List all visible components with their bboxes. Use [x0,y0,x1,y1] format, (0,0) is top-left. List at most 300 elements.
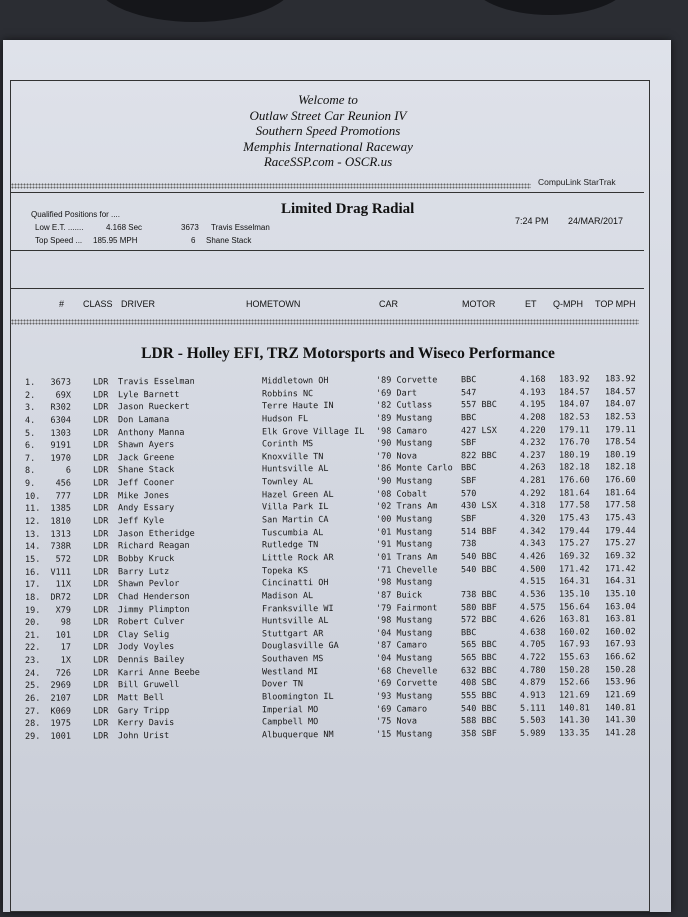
cell-class: LDR [92,554,109,565]
col-driver: DRIVER [121,299,156,309]
cell-driver-name: Dennis Bailey [117,654,185,666]
cell-car-model: '15 Mustang [375,729,433,740]
cell-position: 22. [24,643,41,654]
cell-car-number: 6 [65,466,72,477]
cell-car-model: '69 Dart [375,388,417,399]
header-line: Memphis International Raceway [243,138,413,154]
cell-hometown: Campbell MO [261,717,319,728]
cell-motor: 588 BBC [460,716,497,727]
cell-hometown: Rutledge TN [261,540,319,551]
cell-qualifying-mph: 183.92 [558,374,590,385]
cell-motor: SBF [460,514,477,525]
cell-car-model: '89 Corvette [375,375,438,386]
cell-elapsed-time: 4.232 [519,437,546,449]
cell-car-number: 69X [55,390,72,401]
cell-hometown: Madison AL [261,590,314,602]
cell-elapsed-time: 4.626 [519,614,546,626]
cell-car-model: '01 Trans Am [375,552,438,563]
dark-object-right [470,0,630,15]
cell-qualifying-mph: 160.02 [558,627,590,638]
print-time: 7:24 PM [515,216,549,226]
cell-qualifying-mph: 175.43 [558,513,590,524]
cell-hometown: Hudson FL [261,414,309,425]
cell-position: 29. [24,731,41,742]
cell-hometown: Westland MI [261,666,319,678]
cell-car-number: X79 [55,605,72,616]
cell-top-mph: 184.07 [604,399,636,410]
cell-top-mph: 141.28 [604,728,636,739]
cell-car-model: '69 Camaro [375,704,428,715]
cell-elapsed-time: 4.705 [519,640,546,651]
cell-car-model: '02 Trans Am [375,501,438,513]
cell-car-model: '82 Cutlass [375,400,433,412]
cell-car-number: 101 [55,630,72,641]
cell-qualifying-mph: 182.18 [558,462,590,474]
cell-motor: 632 BBC [460,665,497,676]
cell-class: LDR [92,465,109,476]
cell-car-model: '98 Camaro [375,425,428,437]
cell-position: 7. [24,453,36,464]
cell-elapsed-time: 4.168 [519,374,546,385]
cell-car-model: '87 Buick [375,590,423,601]
cell-class: LDR [92,415,109,426]
cell-top-mph: 121.69 [604,690,636,701]
cell-position: 25. [24,681,41,692]
cell-position: 14. [24,542,41,553]
cell-car-number: 1970 [50,453,72,464]
cell-class: LDR [92,389,109,401]
cell-elapsed-time: 4.342 [519,526,546,537]
cell-car-number: 726 [55,668,72,679]
col-num: # [59,299,65,309]
low-et-value: 4.168 Sec [106,223,143,232]
cell-position: 10. [24,491,41,502]
cell-position: 24. [24,668,41,679]
cell-motor: BBC [460,375,477,386]
cell-car-model: '04 Mustang [375,628,433,639]
cell-car-number: 1313 [50,529,72,540]
cell-car-model: '01 Mustang [375,527,433,538]
cell-car-number: 1810 [50,516,72,527]
cell-position: 11. [24,504,41,515]
cell-hometown: Douglasville GA [261,641,339,652]
cell-class: LDR [92,731,109,742]
cell-position: 27. [24,706,41,717]
cell-position: 28. [24,719,41,730]
cell-qualifying-mph: 133.35 [558,728,590,739]
cell-class: LDR [92,718,109,729]
cell-class: LDR [92,402,109,413]
cell-position: 2. [24,390,36,401]
cell-car-model: '00 Mustang [375,514,433,525]
cell-position: 15. [24,554,41,565]
col-topmph: TOP MPH [595,299,636,309]
cell-qualifying-mph: 163.81 [558,614,590,625]
cell-position: 23. [24,655,41,666]
cell-elapsed-time: 4.292 [519,488,546,499]
cell-motor: 822 BBC [460,450,497,462]
header-line: Outlaw Street Car Reunion IV [249,107,407,123]
cell-car-model: '98 Mustang [375,577,433,588]
cell-motor: 430 LSX [460,501,497,512]
cell-car-model: '86 Monte Carlo [375,463,453,475]
cell-qualifying-mph: 164.31 [558,576,590,587]
cell-class: LDR [92,592,109,603]
cell-car-number: 777 [55,491,72,502]
cell-position: 1. [24,377,36,388]
cell-class: LDR [92,427,109,439]
cell-driver-name: Andy Essary [117,503,175,514]
cell-position: 8. [24,466,36,477]
cell-car-number: 6304 [50,415,72,426]
cell-elapsed-time: 4.320 [519,513,546,524]
cell-car-model: '70 Nova [375,451,417,462]
cell-hometown: Bloomington IL [261,691,334,703]
header-line: Welcome to [298,92,358,107]
cell-elapsed-time: 4.879 [519,678,546,689]
cell-top-mph: 183.92 [604,374,636,385]
cell-motor: 570 [460,488,477,499]
cell-hometown: Huntsville AL [261,464,329,475]
cell-elapsed-time: 5.111 [519,703,546,714]
event-header [3,92,653,170]
cell-elapsed-time: 4.195 [519,399,546,411]
divider-line [11,250,644,251]
cell-elapsed-time: 4.722 [519,652,546,663]
cell-car-number: 3673 [50,377,72,388]
cell-top-mph: 175.27 [604,538,636,549]
cell-qualifying-mph: 121.69 [558,690,590,701]
qualified-label: Qualified Positions for .... [31,210,120,219]
cell-qualifying-mph: 156.64 [558,601,590,613]
cell-driver-name: Robert Culver [117,617,185,628]
cell-car-model: '87 Camaro [375,640,428,652]
cell-top-mph: 160.02 [604,626,636,638]
cell-class: LDR [92,579,109,590]
cell-car-number: 1303 [50,428,72,439]
cell-class: LDR [92,478,109,489]
cell-top-mph: 135.10 [604,589,636,600]
cell-hometown: Tuscumbia AL [261,527,324,539]
cell-motor: 358 SBF [460,728,497,740]
cell-hometown: Little Rock AR [261,552,334,564]
cell-driver-name: Karri Anne Beebe [117,667,200,679]
cell-top-mph: 171.42 [604,563,636,574]
cell-elapsed-time: 5.989 [519,728,546,739]
cell-top-mph: 184.57 [604,386,636,397]
cell-elapsed-time: 4.536 [519,589,546,600]
cell-position: 13. [24,529,41,540]
cell-elapsed-time: 4.281 [519,475,546,486]
cell-class: LDR [92,668,109,679]
cell-class: LDR [92,516,109,527]
cell-car-number: 2107 [50,693,72,704]
cell-top-mph: 167.93 [604,639,636,650]
cell-qualifying-mph: 181.64 [558,488,590,499]
cell-motor: 557 BBC [460,400,497,411]
cell-elapsed-time: 4.208 [519,412,546,423]
cell-position: 17. [24,580,41,591]
cell-motor: SBF [460,438,477,449]
cell-motor: 738 [460,539,477,550]
dotted-divider [11,183,531,189]
cell-elapsed-time: 4.426 [519,551,546,562]
cell-hometown: Stuttgart AR [261,628,324,640]
cell-elapsed-time: 4.515 [519,576,546,588]
cell-hometown: Huntsville AL [261,616,329,627]
cell-qualifying-mph: 179.44 [558,526,590,537]
cell-hometown: Franksville WI [261,603,334,614]
cell-motor: 572 BBC [460,615,497,626]
cell-top-mph: 150.28 [604,664,636,676]
low-et-car: 3673 [181,223,199,232]
cell-elapsed-time: 4.343 [519,539,546,550]
top-speed-label: Top Speed ... [35,236,83,245]
cell-class: LDR [92,617,109,628]
cell-position: 3. [24,403,36,414]
cell-car-model: '98 Mustang [375,615,433,626]
cell-qualifying-mph: 177.58 [558,500,590,512]
cell-car-number: K069 [50,706,72,717]
cell-hometown: Albuquerque NM [261,729,334,741]
cell-car-number: 11X [55,579,72,590]
cell-driver-name: Kerry Davis [117,718,175,729]
cell-elapsed-time: 5.503 [519,715,546,727]
cell-driver-name: Travis Esselman [117,376,195,388]
cell-car-number: R302 [50,402,72,413]
cell-class: LDR [92,604,109,615]
cell-driver-name: Gary Tripp [117,705,170,716]
cell-position: 9. [24,478,36,489]
cell-qualifying-mph: 184.57 [558,387,590,398]
cell-class: LDR [92,541,109,552]
cell-top-mph: 180.19 [604,449,636,461]
cell-driver-name: Jimmy Plimpton [117,604,190,615]
cell-driver-name: Shawn Pevlor [117,579,180,590]
cell-top-mph: 182.53 [604,412,636,423]
race-title: Limited Drag Radial [281,201,415,217]
cell-elapsed-time: 4.780 [519,665,546,676]
cell-qualifying-mph: 155.63 [558,652,590,663]
cell-hometown: Topeka KS [261,565,309,577]
low-et-driver: Travis Esselman [211,223,270,232]
cell-top-mph: 177.58 [604,500,636,511]
cell-qualifying-mph: 171.42 [558,564,590,575]
cell-hometown: Townley AL [261,477,314,488]
col-hometown: HOMETOWN [246,299,301,309]
cell-hometown: Imperial MO [261,704,319,716]
cell-position: 4. [24,415,36,426]
cell-top-mph: 164.31 [604,576,636,587]
cell-hometown: Terre Haute IN [261,401,334,412]
cell-qualifying-mph: 167.93 [558,639,590,651]
cell-elapsed-time: 4.638 [519,627,546,638]
cell-car-number: 9191 [50,440,72,451]
cell-car-model: '71 Chevelle [375,564,438,576]
dark-object-left [95,0,295,22]
cell-driver-name: Don Lamana [117,414,170,426]
cell-position: 19. [24,605,41,616]
cell-class: LDR [92,642,109,653]
cell-position: 18. [24,592,41,603]
cell-driver-name: Jason Rueckert [117,402,190,413]
col-qmph: Q-MPH [553,299,583,309]
cell-qualifying-mph: 175.27 [558,538,590,549]
cell-motor: 555 BBC [460,690,497,702]
cell-elapsed-time: 4.575 [519,602,546,613]
cell-driver-name: Lyle Barnett [117,389,180,400]
cell-hometown: Hazel Green AL [261,489,334,501]
cell-driver-name: Barry Lutz [117,566,170,577]
divider-line [11,288,644,289]
cell-top-mph: 153.96 [604,677,636,688]
cell-position: 21. [24,630,41,641]
cell-driver-name: John Urist [117,730,170,742]
cell-class: LDR [92,630,109,641]
print-date: 24/MAR/2017 [568,216,624,226]
col-motor: MOTOR [462,299,496,309]
cell-motor: SBF [460,476,477,487]
cell-motor: 540 BBC [460,551,497,563]
cell-motor: 565 BBC [460,653,497,664]
cell-hometown: Robbins NC [261,388,314,400]
cell-qualifying-mph: 152.66 [558,677,590,688]
cell-top-mph: 182.18 [604,462,636,473]
header-line: Southern Speed Promotions [255,123,401,138]
cell-car-number: 1385 [50,503,72,515]
cell-car-number: 1001 [50,731,72,742]
cell-class: LDR [92,529,109,540]
cell-top-mph: 141.30 [604,715,636,726]
cell-motor: BBC [460,627,477,639]
cell-driver-name: Jeff Cooner [117,478,175,489]
cell-hometown: Corinth MS [261,439,314,450]
cell-car-number: V111 [50,567,72,578]
col-class: CLASS [83,299,113,309]
cell-class: LDR [92,566,109,578]
cell-motor: 427 LSX [460,425,497,436]
cell-car-number: DR72 [50,592,72,603]
cell-class: LDR [92,491,109,502]
top-speed-value: 185.95 MPH [93,236,138,245]
cell-elapsed-time: 4.193 [519,387,546,398]
header-line: RaceSSP.com - OSCR.us [263,154,393,169]
cell-car-model: '89 Mustang [375,413,433,424]
cell-class: LDR [92,706,109,717]
cell-driver-name: Shane Stack [117,465,175,476]
cell-hometown: Villa Park IL [261,502,329,513]
cell-hometown: Knoxville TN [261,451,324,463]
cell-car-model: '69 Corvette [375,678,438,690]
cell-top-mph: 178.54 [604,437,636,448]
cell-driver-name: Richard Reagan [117,541,190,552]
cell-motor: 408 SBC [460,678,497,689]
cell-driver-name: Mike Jones [117,490,170,502]
cell-position: 6. [24,441,36,452]
cell-class: LDR [92,693,109,704]
cell-qualifying-mph: 141.30 [558,715,590,726]
cell-top-mph: 176.60 [604,475,636,486]
cell-hometown: Dover TN [261,679,303,690]
cell-driver-name: Chad Henderson [117,591,190,603]
cell-qualifying-mph: 180.19 [558,450,590,461]
cell-class: LDR [92,440,109,451]
cell-class: LDR [92,377,109,388]
cell-car-number: 572 [55,554,72,565]
cell-car-number: 456 [55,478,72,489]
cell-top-mph: 179.11 [604,424,636,435]
cell-motor: 547 [460,387,477,398]
cell-hometown: Cincinatti OH [261,578,329,589]
cell-motor: BBC [460,413,477,424]
cell-class: LDR [92,680,109,691]
results-sheet [3,40,671,912]
cell-elapsed-time: 4.220 [519,425,546,436]
cell-motor: 738 BBC [460,589,497,601]
cell-car-number: 1X [60,655,72,666]
top-speed-driver: Shane Stack [206,236,252,245]
cell-motor: 580 BBF [460,602,497,613]
cell-car-model: '68 Chevelle [375,666,438,677]
cell-hometown: Elk Grove Village IL [261,426,365,437]
cell-car-model: '08 Cobalt [375,489,428,500]
class-section-title: LDR - Holley EFI, TRZ Motorsports and Wiseco Performance [141,345,555,362]
cell-qualifying-mph: 182.53 [558,412,590,423]
cell-motor: 540 BBC [460,564,497,575]
cell-class: LDR [92,655,109,666]
cell-driver-name: Jason Etheridge [117,528,195,539]
cell-position: 26. [24,693,41,704]
cell-top-mph: 179.44 [604,525,636,537]
low-et-label: Low E.T. ....... [35,223,84,232]
results-table [3,374,673,744]
cell-qualifying-mph: 184.07 [558,399,590,410]
cell-driver-name: Jack Greene [117,452,175,464]
cell-elapsed-time: 4.263 [519,463,546,474]
cell-motor: 514 BBF [460,526,497,537]
cell-qualifying-mph: 135.10 [558,589,590,600]
software-brand: CompuLink StarTrak [538,177,616,187]
cell-driver-name: Jody Voyles [117,642,175,653]
cell-driver-name: Jeff Kyle [117,516,165,527]
cell-qualifying-mph: 176.70 [558,437,590,448]
col-car: CAR [379,299,399,309]
cell-qualifying-mph: 179.11 [558,424,590,436]
cell-car-model: '79 Fairmont [375,602,438,614]
cell-hometown: Middletown OH [261,376,329,387]
cell-hometown: San Martin CA [261,515,329,526]
cell-car-model: '90 Mustang [375,476,433,487]
col-et: ET [525,299,537,309]
cell-car-number: 17 [60,643,72,654]
cell-elapsed-time: 4.318 [519,501,546,512]
cell-motor: BBC [460,463,477,474]
cell-driver-name: Bobby Kruck [117,553,175,565]
cell-car-number: 738R [50,541,72,553]
cell-elapsed-time: 4.913 [519,690,546,701]
cell-top-mph: 181.64 [604,487,636,499]
cell-top-mph: 175.43 [604,513,636,524]
cell-hometown: Southaven MS [261,654,324,665]
cell-car-number: 2969 [50,680,72,692]
cell-driver-name: Clay Selig [117,629,170,641]
cell-top-mph: 169.32 [604,551,636,562]
cell-top-mph: 140.81 [604,702,636,713]
cell-elapsed-time: 4.500 [519,564,546,575]
cell-car-number: 1975 [50,718,72,730]
cell-car-model: '93 Mustang [375,691,433,702]
cell-class: LDR [92,453,109,464]
